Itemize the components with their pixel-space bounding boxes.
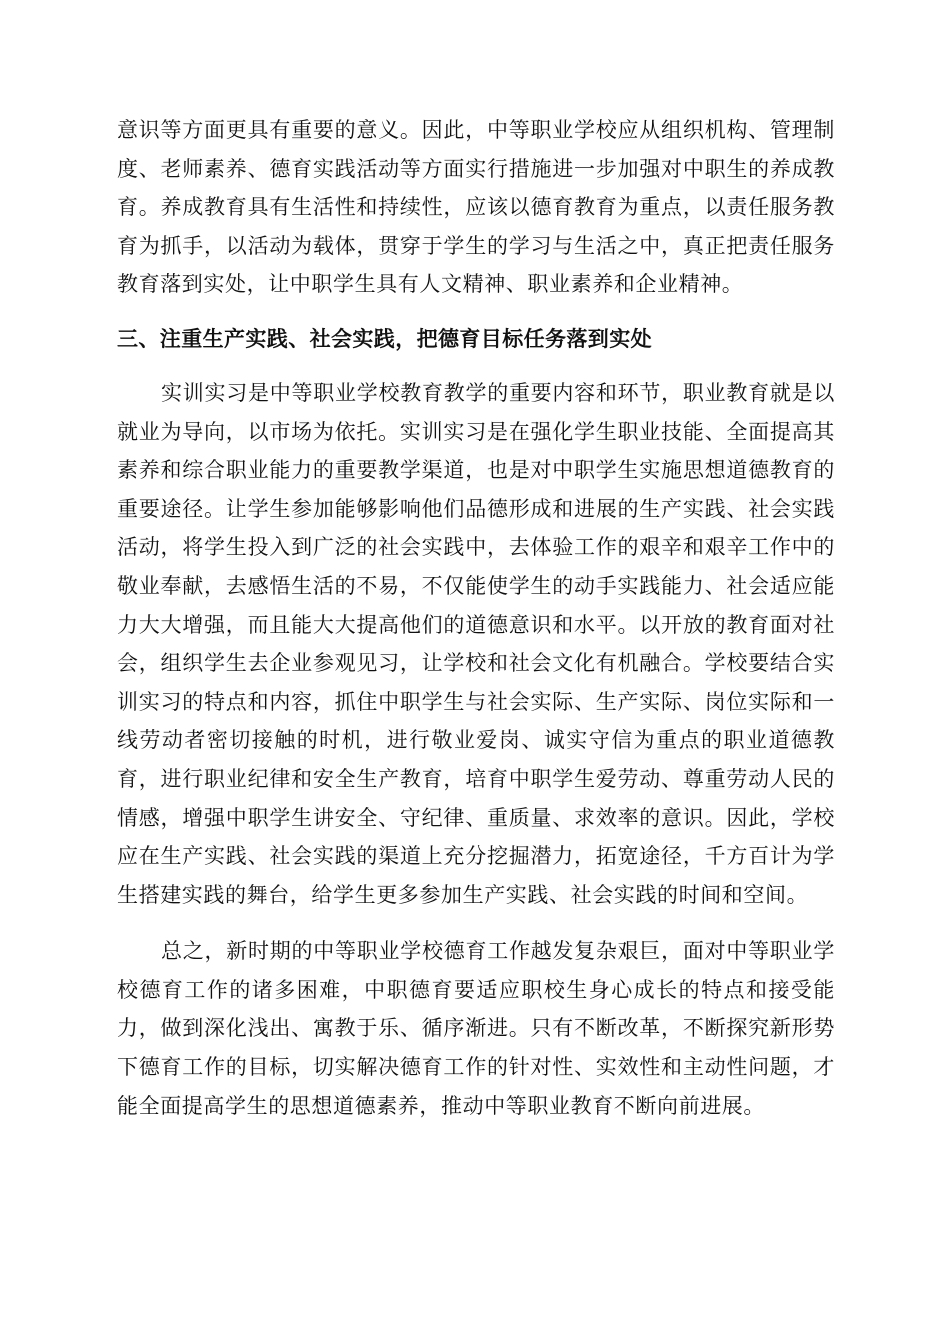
paragraph-practice: 实训实习是中等职业学校教育教学的重要内容和环节，职业教育就是以就业为导向，以市场为依托。实训实习是在强化学生职业技能、全面提高其素养和综合职业能力的重要教学渠道，也是对中职学生实施思想道德教育的重要途径。让学生参加能够影响他们品德形成和进展的生产实践、社会实践活动，将学生投入到广泛的社会实践中，去体验工作的艰辛和艰辛工作中的敬业奉献，去感悟生活的不易，不仅能使学生的动手实践能力、社会适应能力大大增强，而且能大大提高他们的道德意识和水平。以开放的教育面对社会，组织学生去企业参观见习，让学校和社会文化有机融合。学校要结合实训实习的特点和内容，抓住中职学生与社会实际、生产实际、岗位实际和一线劳动者密切接触的时机，进行敬业爱岗、诚实守信为重点的职业道德教育，进行职业纪律和安全生产教育，培育中职学生爱劳动、尊重劳动人民的情感，增强中职学生讲安全、守纪律、重质量、求效率的意识。因此，学校应在生产实践、社会实践的渠道上充分挖掘潜力，拓宽途径，千方百计为学生搭建实践的舞台，给学生更多参加生产实践、社会实践的时间和空间。 bbox=[117, 380, 835, 907]
paragraph-intro-continuation: 意识等方面更具有重要的意义。因此，中等职业学校应从组织机构、管理制度、老师素养、德育实践活动等方面实行措施进一步加强对中职生的养成教育。养成教育具有生活性和持续性，应该以德育教育为重点，以责任服务教育为抓手，以活动为载体，贯穿于学生的学习与生活之中，真正把责任服务教育落到实处，让中职学生具有人文精神、职业素养和企业精神。 bbox=[117, 118, 835, 297]
paragraph-conclusion: 总之，新时期的中等职业学校德育工作越发复杂艰巨，面对中等职业学校德育工作的诸多困难，中职德育要适应职校生身心成长的特点和接受能力，做到深化浅出、寓教于乐、循序渐进。只有不断改革，不断探究新形势下德育工作的目标，切实解决德育工作的针对性、实效性和主动性问题，才能全面提高学生的思想道德素养，推动中等职业教育不断向前进展。 bbox=[117, 939, 835, 1118]
document-body bbox=[117, 111, 835, 1125]
section-heading-3: 三、注重生产实践、社会实践，把德育目标任务落到实处 bbox=[117, 326, 652, 351]
